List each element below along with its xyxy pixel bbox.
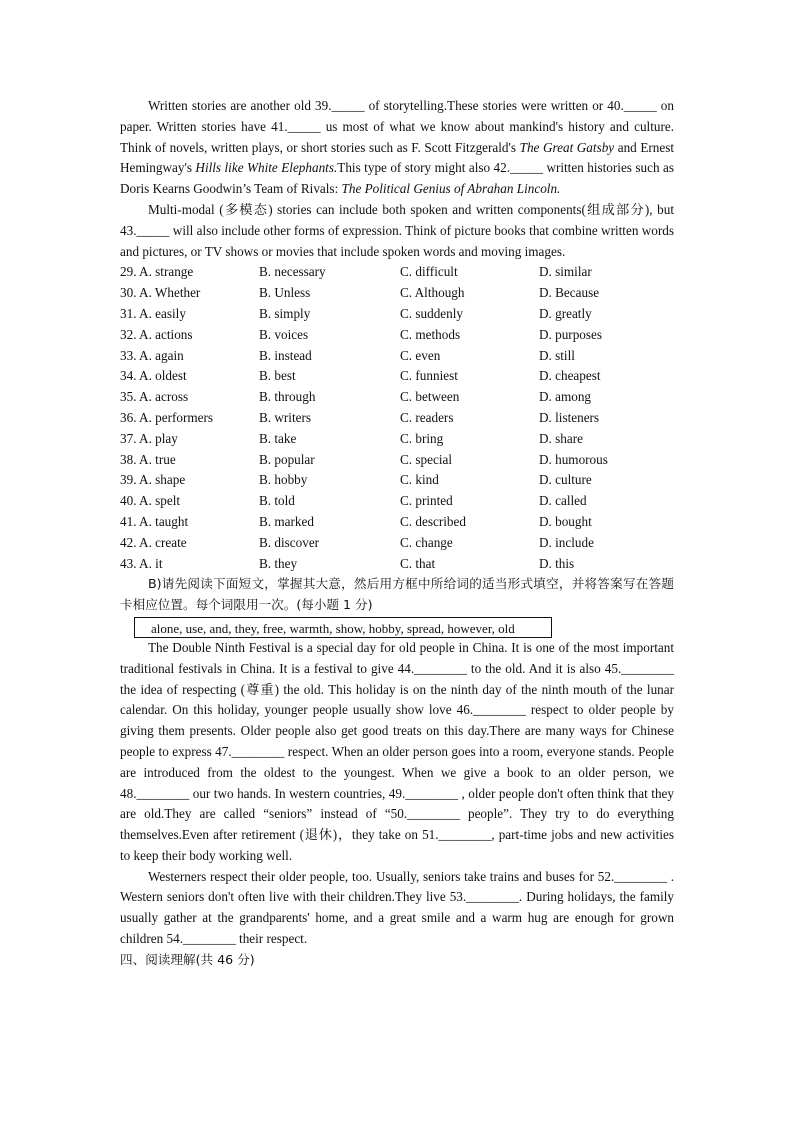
option-c: C. methods <box>400 326 461 342</box>
option-row <box>120 533 674 554</box>
option-a: 43. A. it <box>120 555 163 571</box>
option-d: D. similar <box>539 264 592 280</box>
option-d: D. Because <box>539 285 600 301</box>
option-b: B. popular <box>259 451 315 467</box>
book-title-great-gatsby: The Great Gatsby <box>519 139 615 155</box>
option-d: D. this <box>539 555 575 571</box>
option-row <box>120 491 674 512</box>
option-row <box>120 283 674 304</box>
book-title-hills-like-white-elephants: Hills like White Elephants. <box>195 160 338 176</box>
option-row <box>120 304 674 325</box>
option-d: D. greatly <box>539 305 592 321</box>
option-b: B. hobby <box>259 472 308 488</box>
option-a: 30. A. Whether <box>120 285 201 301</box>
option-c: C. bring <box>400 430 444 446</box>
option-a: 39. A. shape <box>120 472 186 488</box>
option-row <box>120 512 674 533</box>
option-b: B. told <box>259 493 295 509</box>
section-b-paragraph-1: The Double Ninth Festival is a special day for old people in China. It is one of the most important traditional festivals in China. It is a festival to give 44.________ to the old. And it is also 45.________ the idea of respecting (尊重) the old. This holiday is on the ninth day of the ninth mouth of the lunar calendar. On this holiday, younger people usually show love 46.________ respect to older people by giving them presents. Older people also get good treats on this day.There are many ways for Chinese people to express 47.________ respect. When an older person goes into a room, everyone stands. People are introduced from the oldest to the youngest. When we give a book to an older person, we 48.________ our two hands. In western countries, 49.________ , older people don't often think that they are old.They are called “seniors” instead of “50.________ people”. They try to do everything themselves.Even after retirement (退休)，they take on 51.________, part-time jobs and new activities to keep their body working well. <box>120 639 674 863</box>
option-b: B. voices <box>259 326 309 342</box>
option-a: 38. A. true <box>120 451 176 467</box>
option-a: 35. A. across <box>120 389 189 405</box>
option-a: 42. A. create <box>120 534 187 550</box>
option-b: B. writers <box>259 409 312 425</box>
option-b: B. they <box>259 555 298 571</box>
option-d: D. share <box>539 430 583 446</box>
option-b: B. instead <box>259 347 312 363</box>
passage-a-paragraph-2: Multi-modal (多模态) stories can include both spoken and written components(组成部分), but 43._____ will also include other forms of expression. Think of picture books that combine written words and pictures, or TV shows or movies that include spoken words and moving images. <box>120 201 674 259</box>
passage-a-paragraph-1 <box>120 96 674 200</box>
option-b: B. best <box>259 368 296 384</box>
option-d: D. culture <box>539 472 592 488</box>
option-c: C. special <box>400 451 453 467</box>
option-c: C. funniest <box>400 368 458 384</box>
option-d: D. purposes <box>539 326 603 342</box>
option-a: 29. A. strange <box>120 264 194 280</box>
option-b: B. through <box>259 389 316 405</box>
option-row <box>120 387 674 408</box>
option-a: 36. A. performers <box>120 409 214 425</box>
option-c: C. difficult <box>400 264 458 280</box>
option-c: C. change <box>400 534 453 550</box>
option-c: C. readers <box>400 409 454 425</box>
option-c: C. even <box>400 347 441 363</box>
word-bank-box: alone, use, and, they, free, warmth, show, hobby, spread, however, old <box>134 617 552 638</box>
section-b-instruction: B)请先阅读下面短文，掌握其大意，然后用方框中所给词的适当形式填空，并将答案写在答题卡相应位置。每个词限用一次。(每小题 1 分) <box>120 576 674 613</box>
text-run: and Ernest Hemingway's <box>120 139 675 176</box>
option-c: C. between <box>400 389 460 405</box>
option-row <box>120 262 674 283</box>
option-row <box>120 450 674 471</box>
option-c: C. printed <box>400 493 453 509</box>
option-d: D. still <box>539 347 575 363</box>
section-b-paragraph-2: Westerners respect their older people, too. Usually, seniors take trains and buses for 52.________ . Western seniors don't often live with their children.They live 53.________. During holidays, the family usually gather at the grandparents' home, and a great smile and a warm hug are enough for grown children 54.________ their respect. <box>120 868 674 947</box>
option-d: D. called <box>539 493 587 509</box>
option-c: C. kind <box>400 472 439 488</box>
option-a: 40. A. spelt <box>120 493 181 509</box>
option-row <box>120 554 674 575</box>
option-c: C. that <box>400 555 436 571</box>
option-a: 32. A. actions <box>120 326 193 342</box>
text-run: This type of story might also 42._____ written histories such as Doris Kearns Goodwin’s Team of Rivals: <box>120 160 675 197</box>
option-a: 34. A. oldest <box>120 368 187 384</box>
option-b: B. simply <box>259 305 311 321</box>
option-a: 41. A. taught <box>120 513 189 529</box>
option-row <box>120 366 674 387</box>
text-run: Written stories are another old 39._____ of storytelling.These stories were written or 40._____ on paper. Written stories have 41._____ us most of what we know about mankind's history and culture. Think of novels, written plays, or short stories such as F. Scott Fitzgerald's <box>120 98 674 155</box>
option-d: D. cheapest <box>539 368 601 384</box>
option-b: B. discover <box>259 534 320 550</box>
option-b: B. necessary <box>259 264 326 280</box>
option-b: B. Unless <box>259 285 311 301</box>
book-title-political-genius: The Political Genius of Abrahan Lincoln. <box>341 181 561 197</box>
option-c: C. described <box>400 513 466 529</box>
option-d: D. humorous <box>539 451 608 467</box>
option-row <box>120 470 674 491</box>
option-row <box>120 429 674 450</box>
option-a: 31. A. easily <box>120 305 186 321</box>
option-b: B. take <box>259 430 297 446</box>
option-a: 33. A. again <box>120 347 184 363</box>
option-d: D. among <box>539 389 592 405</box>
answer-options-table <box>120 262 674 574</box>
option-b: B. marked <box>259 513 314 529</box>
option-a: 37. A. play <box>120 430 178 446</box>
document-page <box>120 96 674 971</box>
option-row <box>120 346 674 367</box>
option-d: D. include <box>539 534 594 550</box>
option-d: D. listeners <box>539 409 600 425</box>
option-c: C. Although <box>400 285 465 301</box>
option-row <box>120 325 674 346</box>
section-four-heading: 四、阅读理解(共 46 分) <box>120 951 255 967</box>
option-c: C. suddenly <box>400 305 464 321</box>
option-d: D. bought <box>539 513 592 529</box>
option-row <box>120 408 674 429</box>
